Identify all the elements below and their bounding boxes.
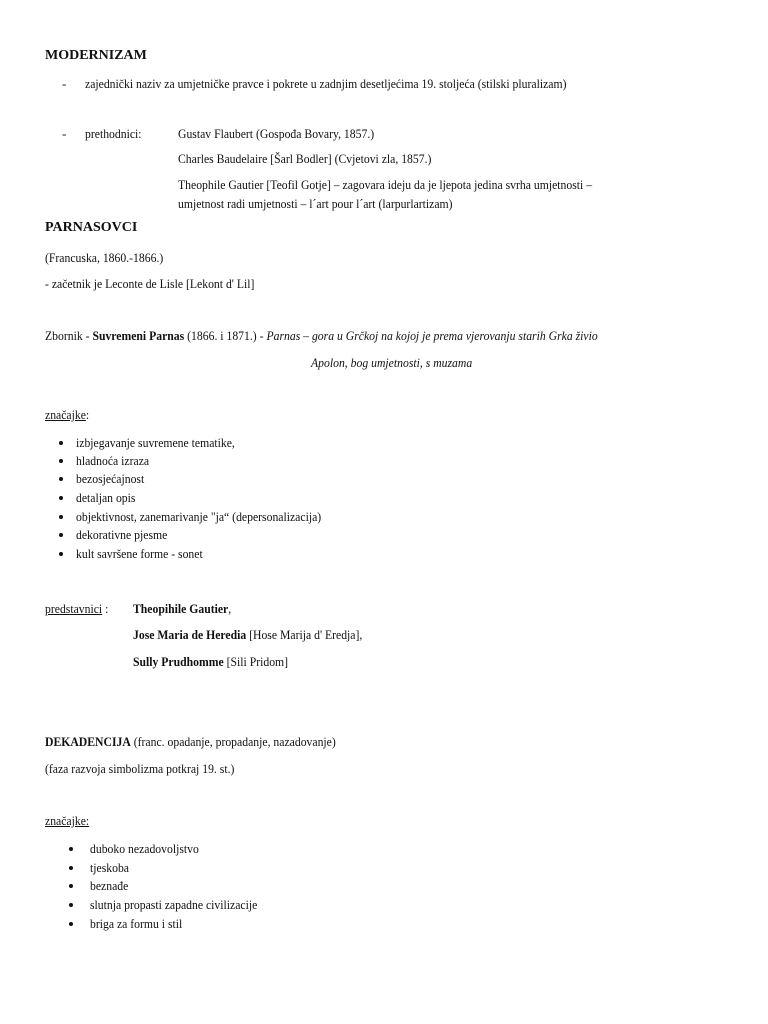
parnasovci-heading: PARNASOVCI (45, 220, 138, 235)
bullet-icon (69, 847, 73, 851)
predstavnik-line (133, 654, 288, 670)
bullet-icon (69, 903, 73, 907)
znacajke-label: značajke: (45, 813, 90, 828)
zbornik-years: (1866. i 1871.) (184, 328, 260, 343)
bullet-icon (69, 866, 73, 870)
list-item: kult savršene forme - sonet (76, 546, 203, 561)
predstavnik-name: Theopihile Gautier (133, 601, 229, 616)
list-item: hladnoća izraza (76, 453, 150, 468)
list-item: dekorativne pjesme (76, 527, 168, 542)
dekadencija-heading-line (45, 734, 336, 750)
dash-bullet: - (62, 76, 67, 91)
zbornik-line (45, 328, 598, 344)
dekadencija-heading: DEKADENCIJA (45, 734, 131, 749)
dash-bullet: - (62, 126, 67, 141)
parnasovci-place: (Francuska, 1860.-1866.) (45, 250, 164, 265)
bullet-icon (59, 533, 63, 537)
predstavnik-rest: [Sili Pridom] (223, 654, 289, 669)
predstavnici-colon: : (102, 601, 109, 616)
bullet-icon (59, 441, 63, 445)
predstavnici-label-text: predstavnici (45, 601, 103, 616)
zbornik-note: - Parnas – gora u Grčkoj na kojoj je prema vjerovanju starih Grka živio (259, 328, 598, 343)
zbornik-note-continued: Apolon, bog umjetnosti, s muzama (311, 355, 473, 370)
bullet-icon (59, 515, 63, 519)
list-item: briga za formu i stil (90, 916, 183, 931)
zbornik-prefix: Zbornik - (45, 328, 93, 343)
predstavnik-line (133, 627, 362, 643)
znacajke-label-text: značajke (45, 407, 86, 422)
znacajke-colon: : (85, 407, 90, 422)
list-item: detaljan opis (76, 490, 136, 505)
list-item: izbjegavanje suvremene tematike, (76, 435, 235, 450)
dekadencija-heading-rest: (franc. opadanje, propadanje, nazadovanje) (130, 734, 336, 749)
bullet-icon (59, 552, 63, 556)
predstavnici-label (45, 601, 108, 617)
predstavnik-name: Jose Maria de Heredia (133, 627, 247, 642)
modernizam-heading: MODERNIZAM (45, 48, 147, 63)
modernizam-definition: zajednički naziv za umjetničke pravce i pokrete u zadnjim desetljećima 19. stoljeća (stilski pluralizam) (85, 76, 567, 91)
bullet-icon (69, 884, 73, 888)
list-item: tjeskoba (90, 860, 129, 875)
predstavnik-name: Sully Prudhomme (133, 654, 224, 669)
list-item: slutnja propasti zapadne civilizacije (90, 897, 258, 912)
list-item: bezosjećajnost (76, 471, 145, 486)
list-item: beznađe (90, 878, 129, 893)
parnasovci-founder: - začetnik je Leconte de Lisle [Lekont d' Lil] (45, 276, 255, 291)
predstavnik-rest: [Hose Marija d' Eredja], (246, 627, 363, 642)
prethodnik-line: umjetnost radi umjetnosti – l´art pour l´art (larpurlartizam) (178, 196, 453, 211)
dekadencija-note: (faza razvoja simbolizma potkraj 19. st.) (45, 761, 235, 776)
list-item: duboko nezadovoljstvo (90, 841, 199, 856)
list-item: objektivnost, zanemarivanje "ja“ (depersonalizacija) (76, 509, 322, 524)
bullet-icon (69, 922, 73, 926)
prethodnik-line: Gustav Flaubert (Gospođa Bovary, 1857.) (178, 126, 375, 141)
prethodnik-line: Theophile Gautier [Teofil Gotje] – zagovara ideju da je ljepota jedina svrha umjetnosti – (178, 177, 593, 192)
bullet-icon (59, 477, 63, 481)
predstavnik-rest: , (228, 601, 232, 616)
prethodnici-label: prethodnici: (85, 126, 142, 141)
bullet-icon (59, 459, 63, 463)
prethodnik-line: Charles Baudelaire [Šarl Bodler] (Cvjetovi zla, 1857.) (178, 151, 432, 166)
znacajke-label (45, 407, 89, 423)
predstavnik-line (133, 601, 231, 617)
bullet-icon (59, 496, 63, 500)
zbornik-name: Suvremeni Parnas (92, 328, 185, 343)
